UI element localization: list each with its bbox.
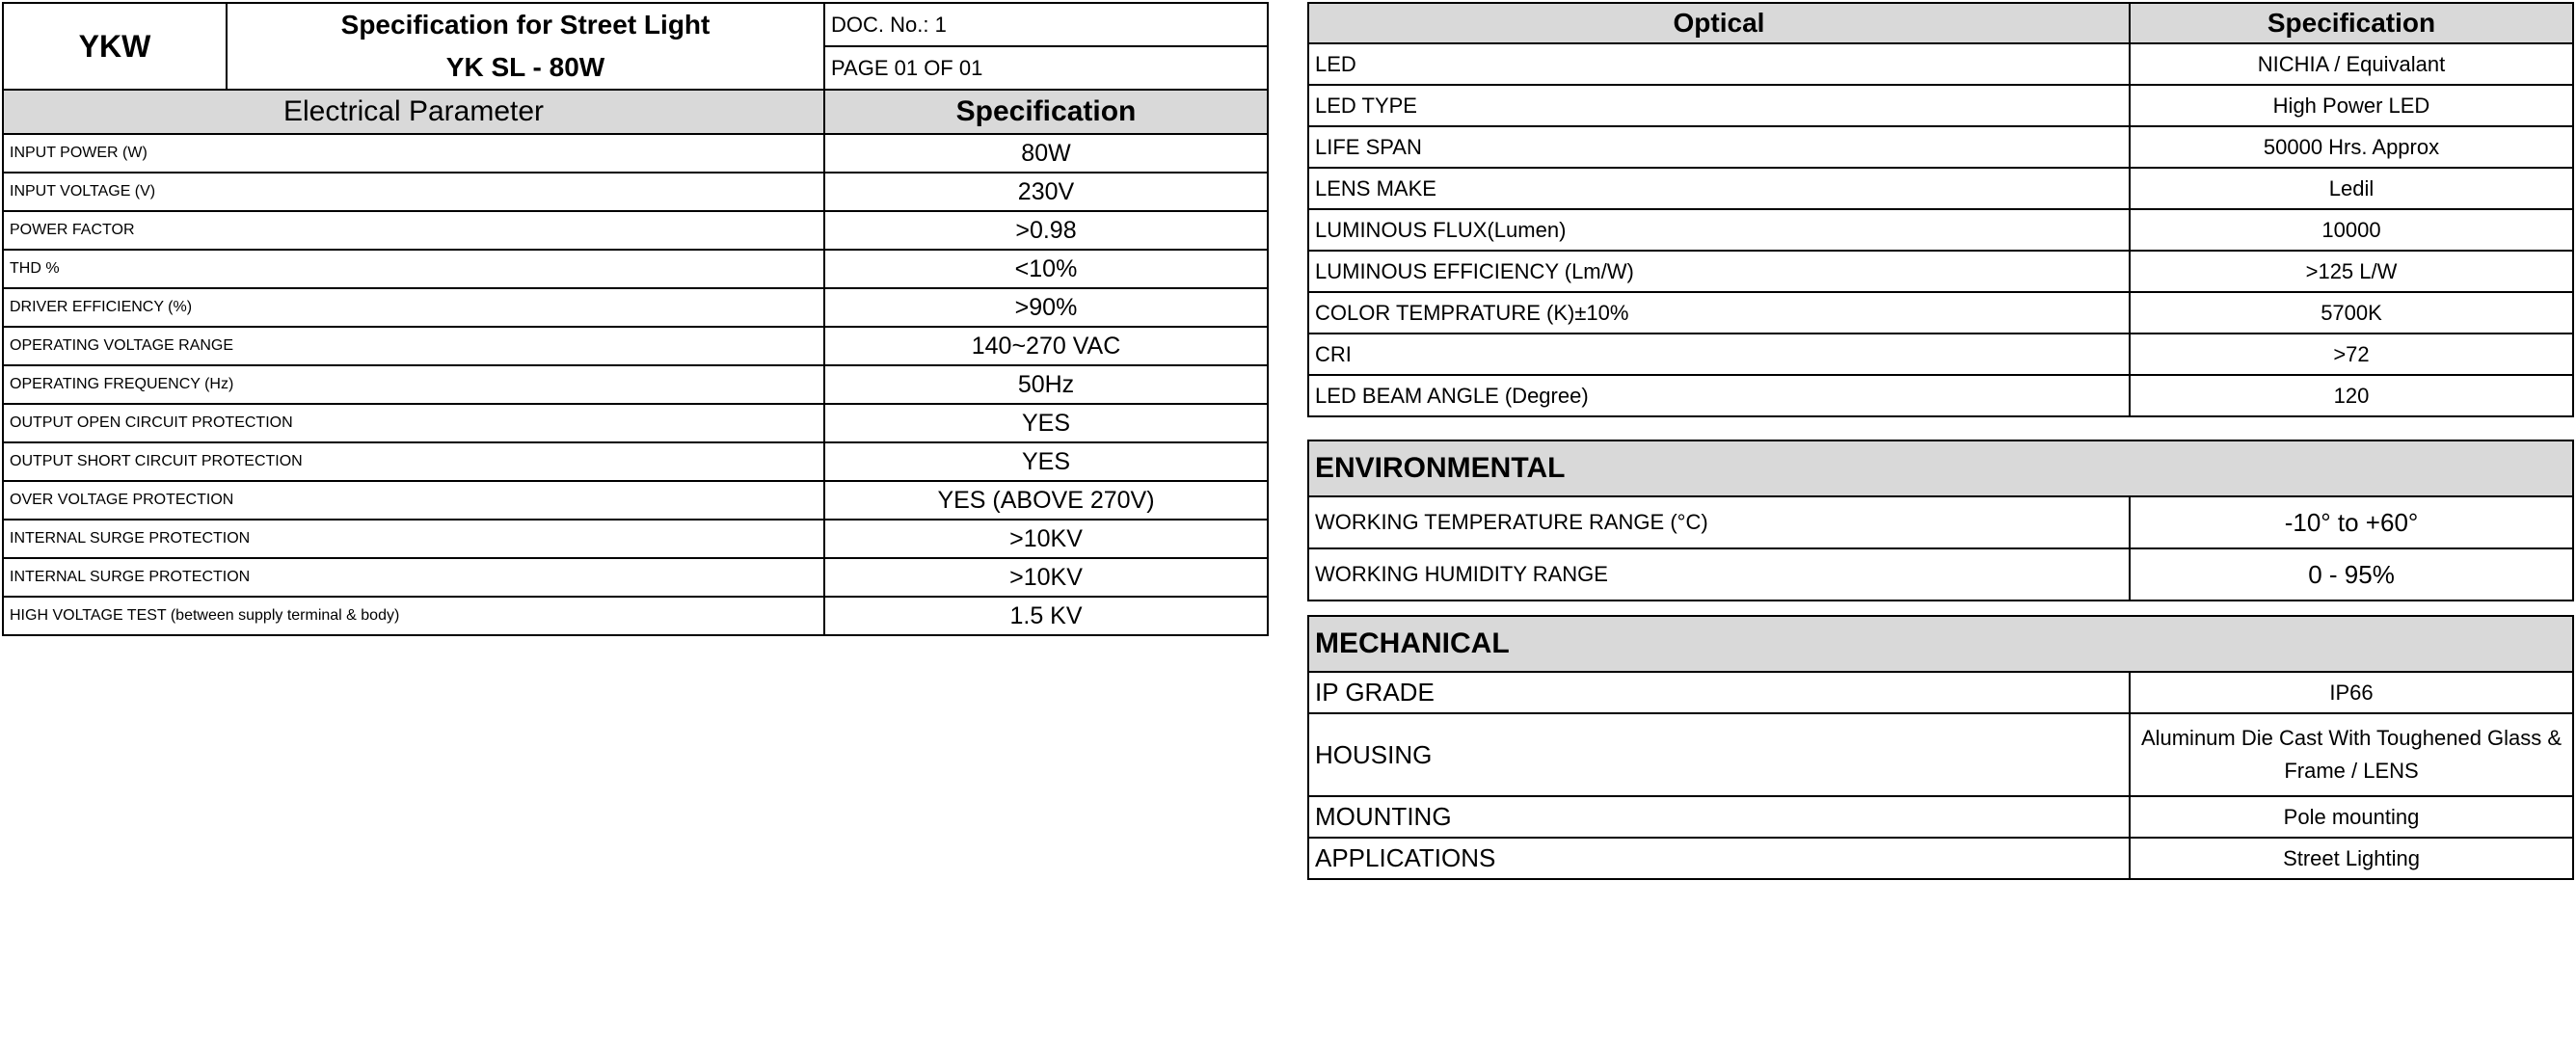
- row-value: Ledil: [2130, 168, 2573, 209]
- row-value: 50Hz: [824, 365, 1268, 404]
- table-row: [1308, 85, 2573, 126]
- row-value: >10KV: [824, 520, 1268, 558]
- document-title: [227, 3, 824, 90]
- table-row: [3, 365, 1268, 404]
- row-value: Street Lighting: [2130, 838, 2573, 879]
- row-label: INTERNAL SURGE PROTECTION: [3, 520, 824, 558]
- row-value: Aluminum Die Cast With Toughened Glass & Frame / LENS: [2130, 713, 2573, 796]
- table-row: [1308, 713, 2573, 796]
- table-row: [3, 327, 1268, 365]
- table-row: [1308, 251, 2573, 292]
- table-row: [1308, 496, 2573, 548]
- row-label: LIFE SPAN: [1308, 126, 2130, 168]
- row-value: >72: [2130, 334, 2573, 375]
- table-row: [3, 288, 1268, 327]
- row-label: INPUT POWER (W): [3, 134, 824, 173]
- row-label: OPERATING VOLTAGE RANGE: [3, 327, 824, 365]
- row-value: 230V: [824, 173, 1268, 211]
- row-label: LUMINOUS EFFICIENCY (Lm/W): [1308, 251, 2130, 292]
- row-label: LENS MAKE: [1308, 168, 2130, 209]
- mechanical-title: MECHANICAL: [1308, 616, 2573, 672]
- table-row: [1308, 375, 2573, 416]
- table-row: [3, 211, 1268, 250]
- table-row: [3, 173, 1268, 211]
- table-row: [1308, 126, 2573, 168]
- row-label: LUMINOUS FLUX(Lumen): [1308, 209, 2130, 251]
- row-label: CRI: [1308, 334, 2130, 375]
- table-row: [3, 481, 1268, 520]
- row-label: WORKING TEMPERATURE RANGE (°C): [1308, 496, 2130, 548]
- row-value: 80W: [824, 134, 1268, 173]
- row-value: YES: [824, 442, 1268, 481]
- table-row: [3, 520, 1268, 558]
- table-row: [1308, 209, 2573, 251]
- row-value: >10KV: [824, 558, 1268, 597]
- table-row: [1308, 292, 2573, 334]
- row-label: INPUT VOLTAGE (V): [3, 173, 824, 211]
- table-row: [3, 442, 1268, 481]
- mechanical-header-row: [1308, 616, 2573, 672]
- table-row: [1308, 672, 2573, 713]
- table-row: [1308, 43, 2573, 85]
- table-row: [1308, 334, 2573, 375]
- table-row: [3, 558, 1268, 597]
- row-label: POWER FACTOR: [3, 211, 824, 250]
- row-label: LED TYPE: [1308, 85, 2130, 126]
- electrical-parameters: [2, 89, 1269, 636]
- optical-param-header: Optical: [1308, 3, 2130, 43]
- electrical-param-header: Electrical Parameter: [3, 90, 824, 134]
- environmental-title: ENVIRONMENTAL: [1308, 440, 2573, 496]
- row-label: DRIVER EFFICIENCY (%): [3, 288, 824, 327]
- row-value: Pole mounting: [2130, 796, 2573, 838]
- row-value: 5700K: [2130, 292, 2573, 334]
- row-label: OVER VOLTAGE PROTECTION: [3, 481, 824, 520]
- row-value: IP66: [2130, 672, 2573, 713]
- row-label: HOUSING: [1308, 713, 2130, 796]
- row-value: >0.98: [824, 211, 1268, 250]
- row-label: THD %: [3, 250, 824, 288]
- row-value: YES: [824, 404, 1268, 442]
- row-value: >125 L/W: [2130, 251, 2573, 292]
- row-value: High Power LED: [2130, 85, 2573, 126]
- environmental-header-row: [1308, 440, 2573, 496]
- row-value: 0 - 95%: [2130, 548, 2573, 601]
- table-row: [3, 250, 1268, 288]
- row-label: MOUNTING: [1308, 796, 2130, 838]
- row-label: COLOR TEMPRATURE (K)±10%: [1308, 292, 2130, 334]
- title-line-2: YK SL - 80W: [445, 52, 605, 82]
- row-value: <10%: [824, 250, 1268, 288]
- row-value: 1.5 KV: [824, 597, 1268, 635]
- row-value: 50000 Hrs. Approx: [2130, 126, 2573, 168]
- row-label: APPLICATIONS: [1308, 838, 2130, 879]
- page-number: PAGE 01 OF 01: [824, 46, 1268, 90]
- row-value: 140~270 VAC: [824, 327, 1268, 365]
- row-label: WORKING HUMIDITY RANGE: [1308, 548, 2130, 601]
- row-value: 120: [2130, 375, 2573, 416]
- optical-header-row: [1308, 3, 2573, 43]
- optical-spec-table: [1307, 2, 2574, 417]
- row-label: LED: [1308, 43, 2130, 85]
- row-value: -10° to +60°: [2130, 496, 2573, 548]
- electrical-header-row: [3, 90, 1268, 134]
- row-label: OUTPUT OPEN CIRCUIT PROTECTION: [3, 404, 824, 442]
- electrical-spec-table: [2, 2, 1269, 91]
- row-label: LED BEAM ANGLE (Degree): [1308, 375, 2130, 416]
- row-label: OPERATING FREQUENCY (Hz): [3, 365, 824, 404]
- table-row: [1308, 796, 2573, 838]
- table-row: [1308, 838, 2573, 879]
- row-value: >90%: [824, 288, 1268, 327]
- row-value: YES (ABOVE 270V): [824, 481, 1268, 520]
- row-value: NICHIA / Equivalant: [2130, 43, 2573, 85]
- table-row: [1308, 168, 2573, 209]
- table-row: [3, 597, 1268, 635]
- table-row: [3, 134, 1268, 173]
- row-label: OUTPUT SHORT CIRCUIT PROTECTION: [3, 442, 824, 481]
- electrical-spec-header: Specification: [824, 90, 1268, 134]
- brand-name: YKW: [3, 3, 227, 90]
- doc-number: DOC. No.: 1: [824, 3, 1268, 46]
- row-label: IP GRADE: [1308, 672, 2130, 713]
- row-label: HIGH VOLTAGE TEST (between supply terminal & body): [3, 597, 824, 635]
- row-label: INTERNAL SURGE PROTECTION: [3, 558, 824, 597]
- table-row: [1308, 548, 2573, 601]
- row-value: 10000: [2130, 209, 2573, 251]
- mechanical-table: [1307, 615, 2574, 880]
- title-line-1: Specification for Street Light: [340, 10, 711, 40]
- environmental-table: [1307, 440, 2574, 601]
- table-row: [3, 404, 1268, 442]
- optical-spec-header: Specification: [2130, 3, 2573, 43]
